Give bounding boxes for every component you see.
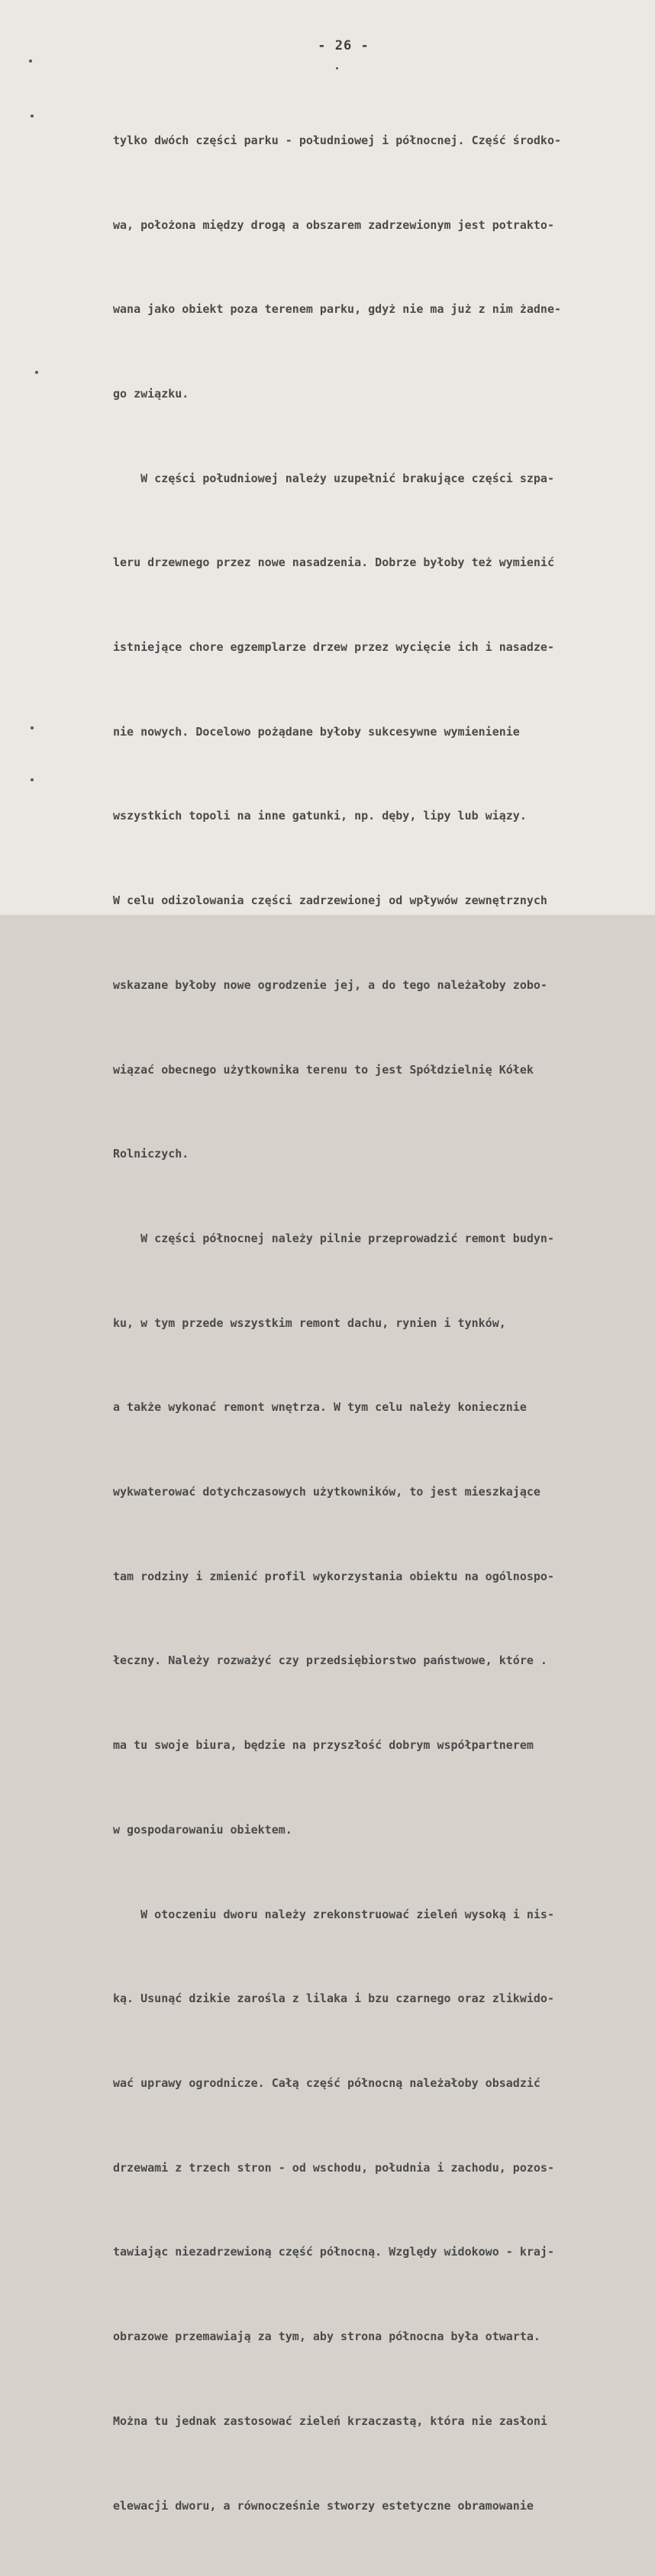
text-line: nie nowych. Docelowo pożądane byłoby sukcesywne wymienienie [113, 724, 520, 739]
margin-dot [31, 114, 34, 118]
margin-dot [29, 60, 32, 63]
text-line: W otoczeniu dworu należy zrekonstruować zieleń wysoką i nis- [113, 1907, 554, 1921]
margin-dot [31, 778, 34, 781]
margin-dot [31, 726, 34, 729]
text-line: wskazane byłoby nowe ogrodzenie jej, a do tego należałoby zobo- [113, 977, 547, 992]
text-line: istniejące chore egzemplarze drzew przez wycięcie ich i nasadze- [113, 640, 554, 655]
text-line: tawiając niezadrzewioną część północną. Względy widokowo - kraj- [113, 2245, 554, 2259]
text-line: tylko dwóch części parku - południowej i północnej. Część środko- [113, 133, 561, 147]
margin-dot [336, 67, 338, 69]
text-line: łeczny. Należy rozważyć czy przedsiębiorstwo państwowe, które . [113, 1653, 547, 1668]
text-line: wana jako obiekt poza terenem parku, gdyż nie ma już z nim żadne- [113, 302, 561, 317]
text-line: a także wykonać remont wnętrza. W tym celu należy koniecznie [113, 1400, 527, 1415]
text-line: obrazowe przemawiają za tym, aby strona północna była otwarta. [113, 2330, 540, 2344]
text-line: W części północnej należy pilnie przeprowadzić remont budyn- [113, 1231, 554, 1245]
text-line: wykwaterować dotychczasowych użytkowników, to jest mieszkające [113, 1485, 540, 1499]
text-line: leru drzewnego przez nowe nasadzenia. Dobrze byłoby też wymienić [113, 555, 554, 570]
text-line: wiązać obecnego użytkownika terenu to jest Spółdzielnię Kółek [113, 1062, 534, 1077]
text-line: ku, w tym przede wszystkim remont dachu, rynien i tynków, [113, 1315, 506, 1330]
text-line: elewacji dworu, a równocześnie stworzy estetyczne obramowanie [113, 2498, 534, 2513]
margin-dot [35, 371, 38, 374]
text-line: Rolniczych. [113, 1147, 189, 1161]
text-line: W celu odizolowania części zadrzewionej od wpływów zewnętrznych [113, 894, 547, 908]
page-number: - 26 - [318, 38, 369, 53]
document-body [113, 70, 655, 2576]
text-line: wszystkich topoli na inne gatunki, np. dęby, lipy lub wiązy. [113, 809, 527, 823]
text-line: wać uprawy ogrodnicze. Całą część północną należałoby obsadzić [113, 2075, 540, 2090]
text-line: wa, położona między drogą a obszarem zadrzewionym jest potrakto- [113, 217, 554, 232]
text-line: w gospodarowaniu obiektem. [113, 1822, 292, 1837]
text-line: ma tu swoje biura, będzie na przyszłość dobrym współpartnerem [113, 1738, 534, 1753]
text-line: go związku. [113, 386, 189, 401]
text-line: Można tu jednak zastosować zieleń krzaczastą, która nie zasłoni [113, 2413, 547, 2428]
text-line: drzewami z trzech stron - od wschodu, południa i zachodu, pozos- [113, 2160, 554, 2175]
text-line: ką. Usunąć dzikie zarośla z lilaka i bzu czarnego oraz zlikwido- [113, 1992, 554, 2006]
text-line: tam rodziny i zmienić profil wykorzystania obiektu na ogólnospo- [113, 1569, 554, 1583]
text-line: W części południowej należy uzupełnić brakujące części szpa- [113, 471, 554, 485]
